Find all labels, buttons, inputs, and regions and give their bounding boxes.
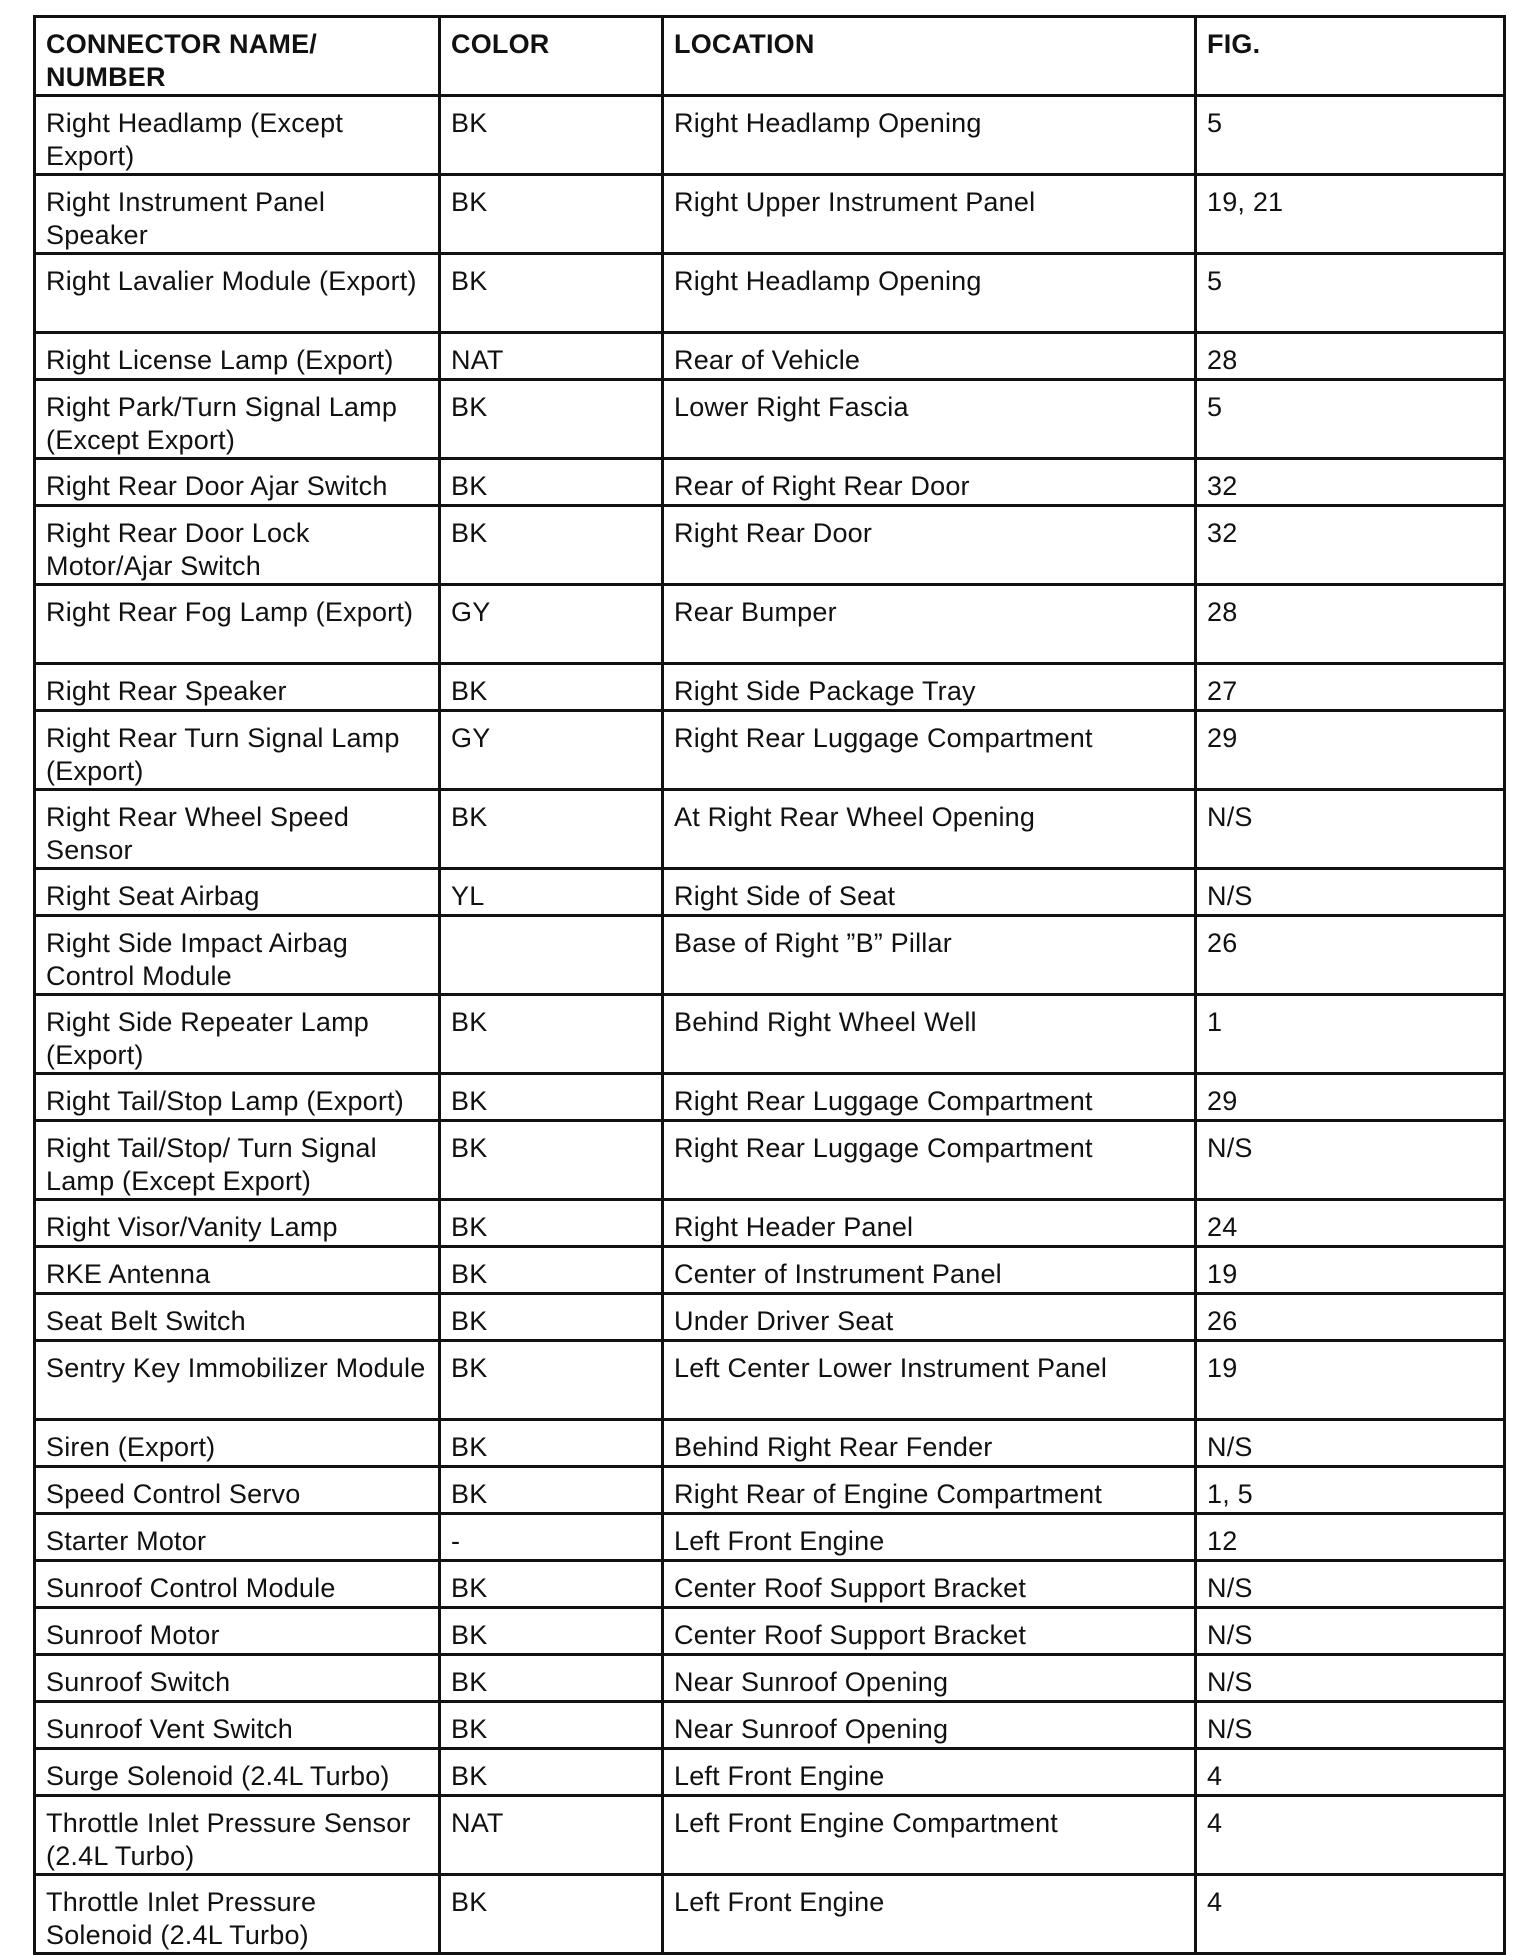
cell-location: Right Rear Luggage Compartment xyxy=(663,711,1196,790)
cell-connector-name: Sunroof Vent Switch xyxy=(35,1702,440,1749)
table-row xyxy=(35,916,1505,995)
table-row xyxy=(35,585,1505,664)
cell-fig: 26 xyxy=(1196,1294,1505,1341)
cell-fig: 32 xyxy=(1196,459,1505,506)
cell-connector-name: Right Rear Door Lock Motor/Ajar Switch xyxy=(35,506,440,585)
cell-connector-name: Right Visor/Vanity Lamp xyxy=(35,1200,440,1247)
table-row xyxy=(35,1420,1505,1467)
cell-connector-name: Right Park/Turn Signal Lamp (Except Export) xyxy=(35,380,440,459)
cell-color: BK xyxy=(440,254,663,333)
table-row xyxy=(35,333,1505,380)
table-row xyxy=(35,1200,1505,1247)
cell-color: BK xyxy=(440,1655,663,1702)
cell-connector-name: Right Instrument Panel Speaker xyxy=(35,175,440,254)
cell-connector-name: Right Headlamp (Except Export) xyxy=(35,96,440,175)
table-row xyxy=(35,869,1505,916)
cell-connector-name: Seat Belt Switch xyxy=(35,1294,440,1341)
cell-fig: 5 xyxy=(1196,380,1505,459)
header-color: COLOR xyxy=(440,17,663,96)
cell-connector-name: Sentry Key Immobilizer Module xyxy=(35,1341,440,1420)
cell-color: GY xyxy=(440,585,663,664)
cell-color: BK xyxy=(440,1608,663,1655)
cell-connector-name: Speed Control Servo xyxy=(35,1467,440,1514)
cell-fig: 4 xyxy=(1196,1749,1505,1796)
cell-fig: 27 xyxy=(1196,664,1505,711)
cell-fig: N/S xyxy=(1196,1121,1505,1200)
cell-location: Behind Right Rear Fender xyxy=(663,1420,1196,1467)
cell-fig: 28 xyxy=(1196,333,1505,380)
cell-location: At Right Rear Wheel Opening xyxy=(663,790,1196,869)
cell-color: BK xyxy=(440,1749,663,1796)
header-location: LOCATION xyxy=(663,17,1196,96)
table-row xyxy=(35,175,1505,254)
cell-location: Near Sunroof Opening xyxy=(663,1655,1196,1702)
cell-location: Base of Right ”B” Pillar xyxy=(663,916,1196,995)
cell-location: Right Side of Seat xyxy=(663,869,1196,916)
cell-color: BK xyxy=(440,459,663,506)
cell-fig: 28 xyxy=(1196,585,1505,664)
cell-location: Right Headlamp Opening xyxy=(663,254,1196,333)
cell-location: Rear Bumper xyxy=(663,585,1196,664)
cell-fig: N/S xyxy=(1196,1561,1505,1608)
cell-color: NAT xyxy=(440,1796,663,1875)
cell-location: Rear of Right Rear Door xyxy=(663,459,1196,506)
cell-fig: 1, 5 xyxy=(1196,1467,1505,1514)
header-fig: FIG. xyxy=(1196,17,1505,96)
cell-location: Left Center Lower Instrument Panel xyxy=(663,1341,1196,1420)
cell-fig: 5 xyxy=(1196,254,1505,333)
cell-color: YL xyxy=(440,869,663,916)
cell-connector-name: Throttle Inlet Pressure Sensor (2.4L Turbo) xyxy=(35,1796,440,1875)
cell-connector-name: Sunroof Motor xyxy=(35,1608,440,1655)
table-row xyxy=(35,1121,1505,1200)
cell-connector-name: Right License Lamp (Export) xyxy=(35,333,440,380)
cell-fig: N/S xyxy=(1196,869,1505,916)
cell-location: Right Headlamp Opening xyxy=(663,96,1196,175)
cell-fig: N/S xyxy=(1196,1608,1505,1655)
cell-color: BK xyxy=(440,1561,663,1608)
table-row xyxy=(35,459,1505,506)
cell-connector-name: Right Lavalier Module (Export) xyxy=(35,254,440,333)
cell-connector-name: Surge Solenoid (2.4L Turbo) xyxy=(35,1749,440,1796)
connector-table-page xyxy=(33,15,1503,1955)
cell-color xyxy=(440,916,663,995)
cell-location: Right Rear Door xyxy=(663,506,1196,585)
table-row xyxy=(35,96,1505,175)
table-row xyxy=(35,380,1505,459)
cell-color: BK xyxy=(440,175,663,254)
cell-color: BK xyxy=(440,506,663,585)
cell-location: Left Front Engine xyxy=(663,1514,1196,1561)
table-row xyxy=(35,1514,1505,1561)
cell-connector-name: Right Tail/Stop Lamp (Export) xyxy=(35,1074,440,1121)
cell-connector-name: Right Side Impact Airbag Control Module xyxy=(35,916,440,995)
cell-fig: 4 xyxy=(1196,1796,1505,1875)
cell-color: BK xyxy=(440,1341,663,1420)
cell-connector-name: Sunroof Control Module xyxy=(35,1561,440,1608)
table-row xyxy=(35,1341,1505,1420)
cell-fig: N/S xyxy=(1196,1655,1505,1702)
cell-fig: 4 xyxy=(1196,1875,1505,1954)
cell-fig: 5 xyxy=(1196,96,1505,175)
cell-color: - xyxy=(440,1514,663,1561)
table-row xyxy=(35,506,1505,585)
table-row xyxy=(35,1247,1505,1294)
cell-location: Behind Right Wheel Well xyxy=(663,995,1196,1074)
cell-color: BK xyxy=(440,1420,663,1467)
cell-location: Right Rear Luggage Compartment xyxy=(663,1074,1196,1121)
cell-fig: N/S xyxy=(1196,790,1505,869)
cell-connector-name: RKE Antenna xyxy=(35,1247,440,1294)
table-row xyxy=(35,1702,1505,1749)
cell-color: BK xyxy=(440,664,663,711)
table-row xyxy=(35,711,1505,790)
cell-location: Left Front Engine Compartment xyxy=(663,1796,1196,1875)
cell-connector-name: Siren (Export) xyxy=(35,1420,440,1467)
cell-connector-name: Right Seat Airbag xyxy=(35,869,440,916)
cell-color: BK xyxy=(440,1121,663,1200)
cell-color: BK xyxy=(440,380,663,459)
cell-location: Center Roof Support Bracket xyxy=(663,1561,1196,1608)
cell-color: GY xyxy=(440,711,663,790)
cell-fig: 29 xyxy=(1196,711,1505,790)
cell-connector-name: Throttle Inlet Pressure Solenoid (2.4L Turbo) xyxy=(35,1875,440,1954)
cell-connector-name: Right Tail/Stop/ Turn Signal Lamp (Except Export) xyxy=(35,1121,440,1200)
connector-table xyxy=(33,15,1506,1955)
cell-location: Right Rear of Engine Compartment xyxy=(663,1467,1196,1514)
cell-location: Center of Instrument Panel xyxy=(663,1247,1196,1294)
cell-fig: 12 xyxy=(1196,1514,1505,1561)
cell-connector-name: Right Side Repeater Lamp (Export) xyxy=(35,995,440,1074)
cell-location: Near Sunroof Opening xyxy=(663,1702,1196,1749)
cell-fig: 19 xyxy=(1196,1247,1505,1294)
cell-color: BK xyxy=(440,1200,663,1247)
cell-fig: 29 xyxy=(1196,1074,1505,1121)
table-header-row xyxy=(35,17,1505,96)
cell-location: Under Driver Seat xyxy=(663,1294,1196,1341)
cell-connector-name: Right Rear Turn Signal Lamp (Export) xyxy=(35,711,440,790)
cell-fig: N/S xyxy=(1196,1420,1505,1467)
cell-color: BK xyxy=(440,1702,663,1749)
cell-location: Right Upper Instrument Panel xyxy=(663,175,1196,254)
table-body xyxy=(35,96,1505,1954)
cell-connector-name: Right Rear Wheel Speed Sensor xyxy=(35,790,440,869)
table-row xyxy=(35,1749,1505,1796)
cell-fig: 32 xyxy=(1196,506,1505,585)
table-row xyxy=(35,664,1505,711)
cell-location: Right Rear Luggage Compartment xyxy=(663,1121,1196,1200)
cell-color: BK xyxy=(440,1247,663,1294)
table-row xyxy=(35,254,1505,333)
table-row xyxy=(35,1655,1505,1702)
cell-connector-name: Starter Motor xyxy=(35,1514,440,1561)
cell-color: BK xyxy=(440,790,663,869)
table-row xyxy=(35,790,1505,869)
cell-color: BK xyxy=(440,995,663,1074)
cell-fig: 19, 21 xyxy=(1196,175,1505,254)
table-row xyxy=(35,1294,1505,1341)
table-row xyxy=(35,995,1505,1074)
cell-color: BK xyxy=(440,1875,663,1954)
cell-location: Right Header Panel xyxy=(663,1200,1196,1247)
cell-location: Right Side Package Tray xyxy=(663,664,1196,711)
cell-connector-name: Right Rear Fog Lamp (Export) xyxy=(35,585,440,664)
cell-location: Rear of Vehicle xyxy=(663,333,1196,380)
cell-location: Lower Right Fascia xyxy=(663,380,1196,459)
cell-color: BK xyxy=(440,1467,663,1514)
cell-location: Left Front Engine xyxy=(663,1749,1196,1796)
cell-color: BK xyxy=(440,1074,663,1121)
cell-location: Center Roof Support Bracket xyxy=(663,1608,1196,1655)
table-row xyxy=(35,1561,1505,1608)
table-row xyxy=(35,1608,1505,1655)
cell-color: BK xyxy=(440,1294,663,1341)
cell-connector-name: Sunroof Switch xyxy=(35,1655,440,1702)
cell-fig: N/S xyxy=(1196,1702,1505,1749)
table-row xyxy=(35,1796,1505,1875)
cell-fig: 19 xyxy=(1196,1341,1505,1420)
cell-connector-name: Right Rear Speaker xyxy=(35,664,440,711)
cell-fig: 24 xyxy=(1196,1200,1505,1247)
table-row xyxy=(35,1074,1505,1121)
table-row xyxy=(35,1875,1505,1954)
cell-connector-name: Right Rear Door Ajar Switch xyxy=(35,459,440,506)
cell-location: Left Front Engine xyxy=(663,1875,1196,1954)
cell-color: NAT xyxy=(440,333,663,380)
header-connector-name: CONNECTOR NAME/ NUMBER xyxy=(35,17,440,96)
cell-fig: 26 xyxy=(1196,916,1505,995)
cell-color: BK xyxy=(440,96,663,175)
table-row xyxy=(35,1467,1505,1514)
cell-fig: 1 xyxy=(1196,995,1505,1074)
